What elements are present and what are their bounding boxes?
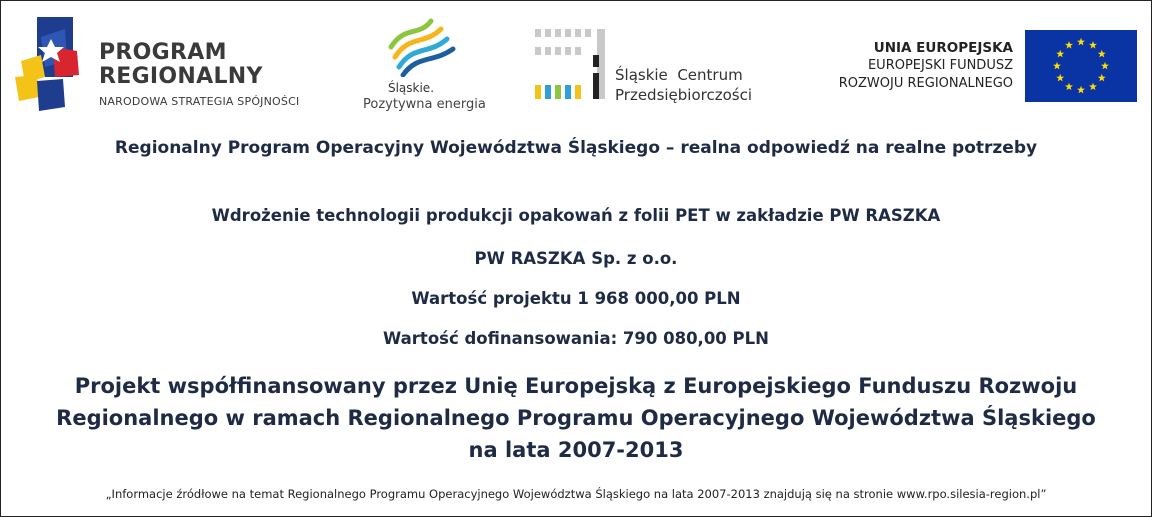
- scp-line1: Śląskie Centrum: [615, 66, 743, 84]
- project-title: Wdrożenie technologii produkcji opakowań z folii PET w zakładzie PW RASZKA: [211, 206, 941, 225]
- scp-line2: Przedsiębiorczości: [615, 86, 753, 104]
- cofinancing-statement-line1: Projekt współfinansowany przez Unię Europejską z Europejskiego Funduszu Rozwoju: [74, 374, 1078, 398]
- scp-logo: [531, 27, 761, 107]
- program-regionalny-line2: REGIONALNY: [99, 64, 263, 89]
- logo-row: [1, 1, 1151, 121]
- program-regionalny-logo: [15, 17, 315, 113]
- cofinancing-statement-line2: Regionalnego w ramach Regionalnego Programu Operacyjnego Województwa Śląskiego: [56, 406, 1096, 430]
- footer-source-note: „Informacje źródłowe na temat Regionalnego Programu Operacyjnego Województwa Śląskiego na lata 2007-2013 znajdują się na stronie www.rpo.silesia-region.pl”: [105, 487, 1047, 501]
- slaskie-name: Śląskie.: [387, 81, 435, 95]
- scp-text: [615, 65, 752, 105]
- program-regionalny-subtitle: NARODOWA STRATEGIA SPÓJNOŚCI: [99, 95, 300, 108]
- program-regionalny-line1: PROGRAM: [99, 40, 227, 65]
- eu-title: UNIA EUROPEJSKA: [873, 40, 1013, 56]
- scp-mark-icon: [531, 27, 611, 101]
- cofinancing-statement: [1, 370, 1151, 466]
- headline: Regionalny Program Operacyjny Województwa Śląskiego – realna odpowiedź na realne potrzeby: [114, 138, 1038, 158]
- project-value: Wartość projektu 1 968 000,00 PLN: [411, 289, 741, 308]
- cofinancing-value: Wartość dofinansowania: 790 080,00 PLN: [383, 329, 769, 348]
- eu-text: [801, 39, 1013, 93]
- program-regionalny-title: [99, 41, 263, 89]
- eu-flag-icon: [1025, 30, 1137, 102]
- slaskie-logo: [357, 17, 487, 117]
- company-name: PW RASZKA Sp. z o.o.: [474, 249, 678, 268]
- slaskie-waves-icon: [387, 17, 457, 77]
- cofinancing-statement-line3: na lata 2007-2013: [468, 438, 684, 462]
- program-regionalny-mark-icon: [15, 17, 95, 113]
- slaskie-tagline: Pozytywna energia: [363, 97, 486, 112]
- eu-line2: EUROPEJSKI FUNDUSZ: [867, 58, 1013, 73]
- eu-line3: ROZWOJU REGIONALNEGO: [838, 76, 1013, 91]
